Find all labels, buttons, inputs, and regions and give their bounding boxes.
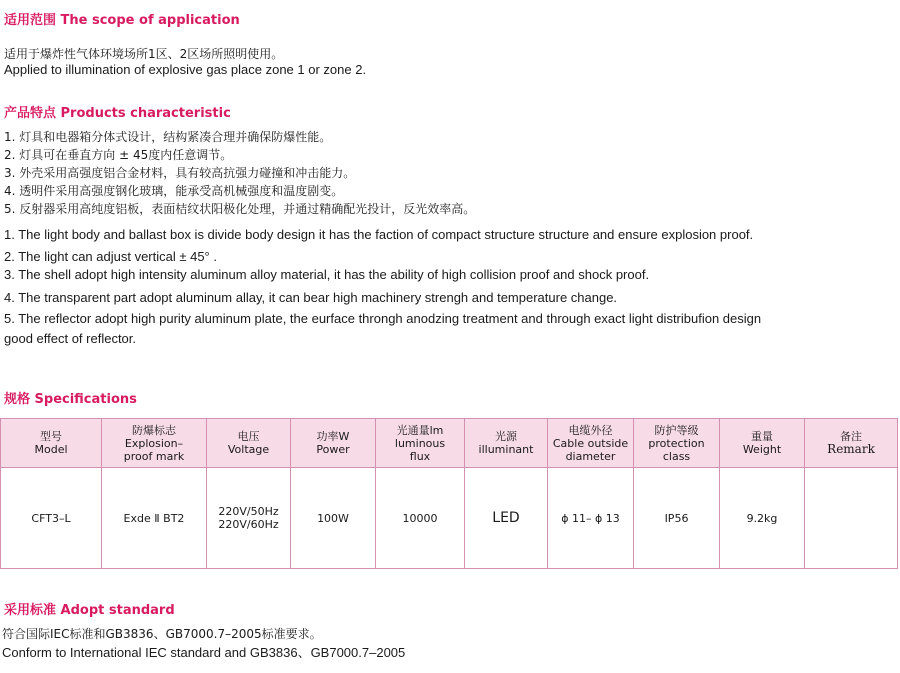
col-illuminant: 光源 illuminant xyxy=(465,419,548,468)
characteristic-cn-3: 3. 外壳采用高强度铝合金材料，具有较高抗强力碰撞和冲击能力。 xyxy=(4,166,356,180)
col-weight: 重量 Weight xyxy=(720,419,805,468)
col-proof-mark: 防爆标志 Explosion– proof mark xyxy=(102,419,207,468)
characteristic-cn-5: 5. 反射器采用高纯度铝板，表面桔纹状阳极化处理，并通过精确配光投计，反光效率高。 xyxy=(4,202,476,216)
characteristic-en-1: 1. The light body and ballast box is divide body design it has the faction of compact structure structure and ensure explosion proof. xyxy=(4,227,754,242)
characteristic-en-5-cont: good effect of reflector. xyxy=(4,331,137,346)
table-header-row xyxy=(1,419,898,468)
characteristic-cn-1: 1. 灯具和电器箱分体式设计，结构紧凑合理并确保防爆性能。 xyxy=(4,130,332,144)
col-model: 型号 Model xyxy=(1,419,102,468)
scope-text-cn: 适用于爆炸性气体环境场所1区、2区场所照明使用。 xyxy=(4,47,284,61)
scope-text-en: Applied to illumination of explosive gas place zone 1 or zone 2. xyxy=(4,62,367,77)
cell-power: 100W xyxy=(291,468,376,569)
col-remark: 备注 Remark xyxy=(805,419,898,468)
characteristic-en-5: 5. The reflector adopt high purity aluminum plate, the eurface throngh anodzing treatment and through exact light distribufion design xyxy=(4,311,762,326)
characteristic-en-4: 4. The transparent part adopt aluminum allay, it can bear high machinery strengh and temperature change. xyxy=(4,290,618,305)
cell-proof-mark: Exde Ⅱ BT2 xyxy=(102,468,207,569)
col-luminous-flux: 光通量lm luminous flux xyxy=(376,419,465,468)
cell-luminous-flux: 10000 xyxy=(376,468,465,569)
characteristic-en-3: 3. The shell adopt high intensity aluminum alloy material, it has the ability of high collision proof and shock proof. xyxy=(4,267,650,282)
cell-voltage: 220V/50Hz 220V/60Hz xyxy=(207,468,291,569)
cell-model: CFT3–L xyxy=(1,468,102,569)
cell-protection-class: IP56 xyxy=(634,468,720,569)
standard-text-en: Conform to International IEC standard and GB3836、GB7000.7–2005 xyxy=(2,645,406,660)
specifications-heading: 规格 Specifications xyxy=(4,392,137,407)
cell-weight: 9.2kg xyxy=(720,468,805,569)
col-voltage: 电压 Voltage xyxy=(207,419,291,468)
table-bottom-rule xyxy=(0,568,897,569)
col-protection-class: 防护等级 protection class xyxy=(634,419,720,468)
standard-heading: 采用标准 Adopt standard xyxy=(4,603,175,618)
col-cable-diameter: 电缆外径 Cable outside diameter xyxy=(548,419,634,468)
scope-heading: 适用范围 The scope of application xyxy=(4,13,240,28)
specifications-table xyxy=(0,418,898,569)
cell-illuminant: LED xyxy=(465,468,548,569)
cell-remark xyxy=(805,468,898,569)
standard-text-cn: 符合国际IEC标准和GB3836、GB7000.7–2005标准要求。 xyxy=(2,627,322,641)
characteristic-en-2: 2. The light can adjust vertical ± 45° . xyxy=(4,249,217,264)
col-power: 功率W Power xyxy=(291,419,376,468)
table-row xyxy=(1,468,898,569)
characteristic-heading: 产品特点 Products characteristic xyxy=(4,106,231,121)
characteristic-cn-4: 4. 透明件采用高强度钢化玻璃，能承受高机械强度和温度剧变。 xyxy=(4,184,344,198)
characteristic-cn-2: 2. 灯具可在垂直方向 ± 45度内任意调节。 xyxy=(4,148,233,162)
cell-cable-diameter: ϕ 11– ϕ 13 xyxy=(548,468,634,569)
